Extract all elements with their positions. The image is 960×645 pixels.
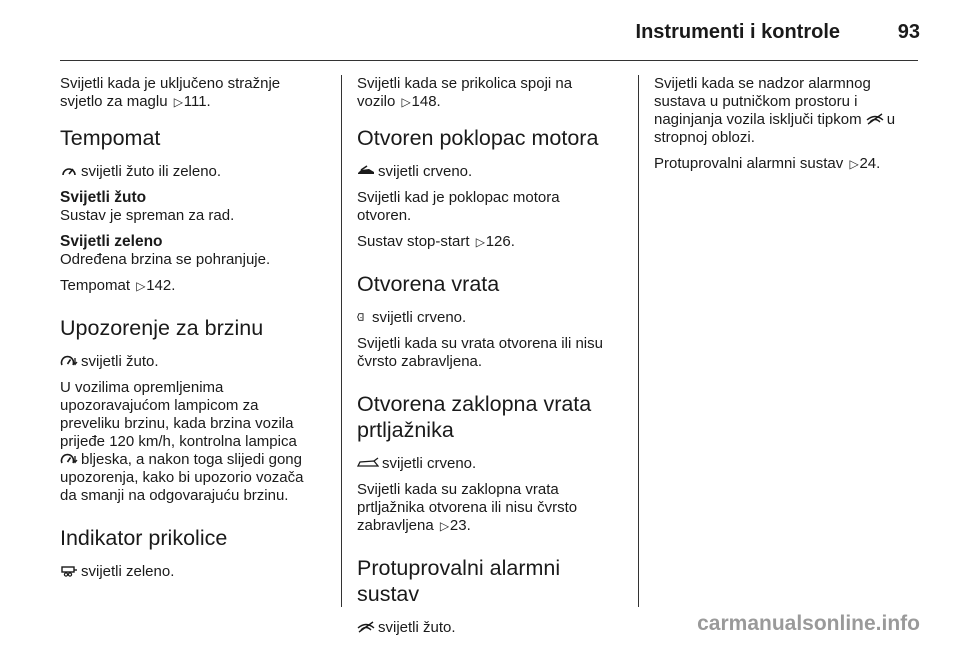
trunk-paragraph: svijetli crveno.	[357, 455, 625, 473]
page-ref-icon: ▷	[475, 235, 485, 249]
tempomat-ref-paragraph: Tempomat ▷142.	[60, 277, 176, 294]
hood-body-paragraph: Svijetli kad je poklopac motora otvoren.	[357, 189, 560, 224]
door-paragraph: svijetli crveno.	[357, 309, 625, 327]
fog-light-paragraph: Svijetli kada je uključeno stražnje svjetlo za maglu ▷111.	[60, 75, 281, 110]
open-door-icon	[357, 311, 369, 323]
section-title-speed-warning: Upozorenje za brzinu	[60, 316, 264, 340]
section-title-door: Otvorena vrata	[357, 272, 500, 296]
section-title-trunk: Otvorena zaklopna vrata prtljažnika	[357, 392, 592, 442]
column-2	[357, 75, 625, 645]
alarm-sensor-icon	[357, 621, 375, 633]
trailer-paragraph: svijetli zeleno.	[60, 563, 328, 581]
column-divider	[341, 75, 342, 607]
page-ref-icon: ▷	[401, 95, 411, 109]
speed-warning-icon	[60, 453, 78, 465]
page-ref[interactable]: 142.	[146, 277, 176, 294]
section-title-alarm: Protuprovalni alarmni sustav	[357, 556, 561, 606]
alarm-ref-paragraph: Protuprovalni alarmni sustav ▷24.	[654, 155, 881, 172]
page-ref[interactable]: 23.	[449, 517, 471, 534]
speed-warning-icon	[60, 355, 78, 367]
section-title-tempomat: Tempomat	[60, 126, 161, 150]
door-body-paragraph: Svijetli kada su vrata otvorena ili nisu čvrsto zabravljena.	[357, 335, 603, 370]
subsection-title-yellow: Svijetli žuto	[60, 189, 147, 206]
alarm-sensor-icon	[866, 113, 884, 125]
green-paragraph: Određena brzina se pohranjuje.	[60, 251, 271, 268]
page-ref-icon: ▷	[849, 157, 859, 171]
page-ref[interactable]: 148.	[411, 93, 441, 110]
trunk-body-paragraph: Svijetli kada su zaklopna vrata prtljažnika otvorena ili nisu čvrsto zabravljena ▷23.	[357, 481, 578, 534]
tempomat-paragraph: svijetli žuto ili zeleno.	[60, 163, 328, 181]
speed-body-paragraph: U vozilima opremljenima upozoravajućom lampicom za preveliku brzinu, kada brzina vozila prijeđe 120 km/h, kontrolna lampica bljeska, a nakon toga slijedi gong upozorenja, kako bi upozorio vozača da smanji na odgovarajuću brzinu.	[60, 379, 304, 504]
page-ref-icon: ▷	[136, 279, 146, 293]
open-trunk-icon	[357, 457, 379, 469]
page-ref[interactable]: 24.	[859, 155, 881, 172]
open-hood-icon	[357, 165, 375, 177]
page-ref[interactable]: 126.	[485, 233, 515, 250]
column-divider	[638, 75, 639, 607]
page-ref-icon: ▷	[439, 519, 450, 533]
page-header-title: Instrumenti i kontrole	[635, 21, 840, 43]
stopstart-ref-paragraph: Sustav stop-start ▷126.	[357, 233, 515, 250]
alarm-body-paragraph: Svijetli kada se nadzor alarmnog sustava u putničkom prostoru i naginjanja vozila isključi tipkom u stropnoj oblozi.	[654, 75, 896, 146]
watermark: carmanualsonline.info	[697, 612, 920, 635]
page-number: 93	[897, 21, 920, 43]
column-3	[654, 75, 922, 181]
page-ref[interactable]: 111.	[183, 93, 211, 110]
section-title-hood: Otvoren poklopac motora	[357, 126, 599, 150]
subsection-title-green: Svijetli zeleno	[60, 233, 163, 250]
section-title-trailer: Indikator prikolice	[60, 526, 228, 550]
page-ref-icon: ▷	[173, 95, 183, 109]
yellow-paragraph: Sustav je spreman za rad.	[60, 207, 235, 224]
column-1	[60, 75, 328, 589]
alarm-paragraph: svijetli žuto.	[357, 619, 625, 637]
header-divider	[60, 60, 918, 61]
cruise-control-icon	[60, 165, 78, 177]
trailer-body-paragraph: Svijetli kada se prikolica spoji na vozilo ▷148.	[357, 75, 573, 110]
hood-paragraph: svijetli crveno.	[357, 163, 625, 181]
speed-paragraph: svijetli žuto.	[60, 353, 328, 371]
trailer-icon	[60, 565, 78, 577]
